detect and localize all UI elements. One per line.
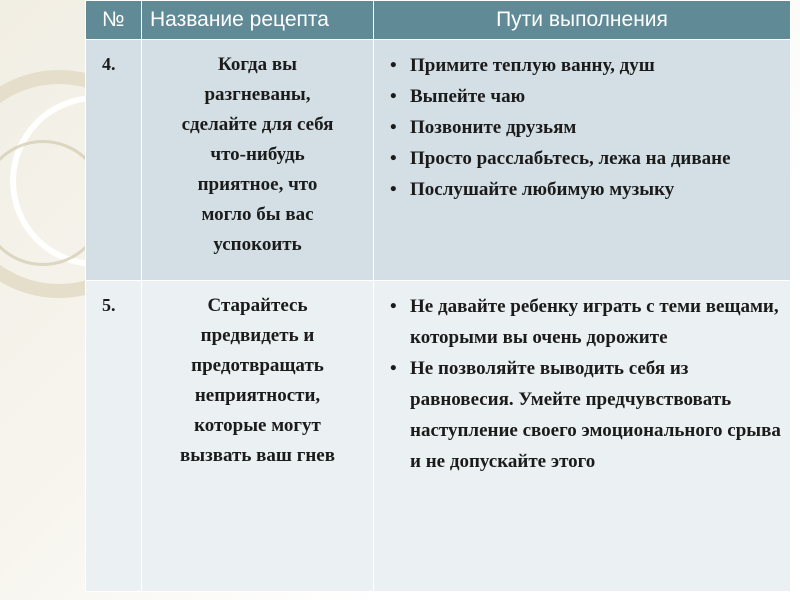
recipe-name-cell <box>142 281 374 592</box>
recipe-name-line: Старайтесь <box>207 295 308 316</box>
list-item: • Просто расслабьтесь, лежа на диване <box>410 143 784 174</box>
row-number: 4. <box>86 40 142 281</box>
recipe-name-line: Когда вы <box>218 54 297 75</box>
list-item: • Не позволяйте выводить себя из равновесия. Умейте предчувствовать наступление своего эмоционального срыва и не допускайте этого <box>410 353 784 477</box>
ways-list <box>388 291 784 477</box>
header-ways: Пути выполнения <box>374 1 791 40</box>
row-number: 5. <box>86 281 142 592</box>
header-number: № <box>86 1 142 40</box>
recipe-name-line: неприятности, <box>194 385 321 406</box>
header-recipe-name: Название рецепта <box>142 1 374 40</box>
list-item: • Послушайте любимую музыку <box>410 174 784 205</box>
list-item: • Примите теплую ванну, душ <box>410 50 784 81</box>
ways-cell <box>374 40 791 281</box>
list-item: • Выпейте чаю <box>410 81 784 112</box>
recipe-name-line: приятное, что <box>197 174 318 195</box>
table-row <box>86 40 791 281</box>
table-row <box>86 281 791 592</box>
recipe-name-cell <box>142 40 374 281</box>
recipe-name-line: что-нибудь <box>210 144 305 165</box>
list-item: • Позвоните друзьям <box>410 112 784 143</box>
ways-cell <box>374 281 791 592</box>
ways-list <box>388 50 784 205</box>
list-item: • Не давайте ребенку играть с теми вещами, которыми вы очень дорожите <box>410 291 784 353</box>
table-header-row <box>86 1 791 40</box>
recipe-name-line: могло бы вас <box>201 204 314 225</box>
recipe-name-line: разгневаны, <box>204 84 311 105</box>
recipes-table <box>85 0 791 592</box>
recipe-name-line: сделайте для себя <box>181 114 334 135</box>
recipe-name-line: которые могут <box>194 415 321 436</box>
recipe-name-line: предотвращать <box>191 355 324 376</box>
recipe-name-line: предвидеть и <box>200 325 315 346</box>
recipe-name-line: вызвать ваш гнев <box>180 445 335 466</box>
recipe-name-line: успокоить <box>213 234 302 255</box>
